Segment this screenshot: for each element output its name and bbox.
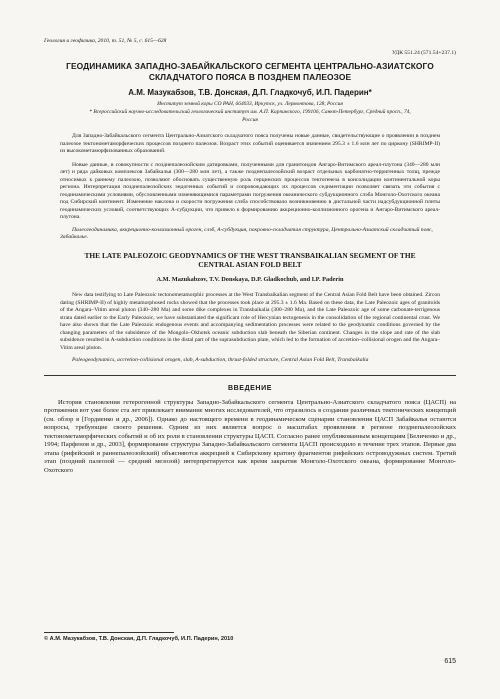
footer-rule: [44, 632, 174, 633]
title-english: THE LATE PALEOZOIC GEODYNAMICS OF THE WEST TRANSBAIKALIAN SEGMENT OF THE CENTRAL ASIAN FOLD BELT: [84, 250, 416, 269]
page-number: 615: [444, 658, 456, 665]
keywords-russian: Палеогеодинамика, аккреционно-коллизионный ороген, слэб, A-субдукция, покровно-складчатая структура, Центрально-Азиатский складчатый пояс, Забайкалье.: [60, 226, 433, 241]
abstract-russian-paragraph-2: Новые данные, в совокупности с позднепалеозойским датировками, полученными для гранитоидов Ангаро-Витимского ареал-плутона (340—280 млн лет) и ряда дайковых комплексов Забайкалья (300—280 млн лет), а также позднепалеозойский возраст отдельных карбонатно-терригенных толщ, прежде относимых к раннему палеозою, позволяют обосновать существенную роль герцинских процессов тектогенеза в консолидации континентальной коры региона. Интерпретация позднепалеозойских эндогенных событий и сопровождающих их процессов седиментации позволяет связать эти события с геодинамическими условиями, обусловленными изменяющимися параметрами погружения океанического субдукционного слэба Монголо-Охотского океана под Сибирский континент. Изменение наклона и скорости погружения слэба способствовало возникновению в дистальной части надсубдукционной плиты геодинамических условий, соответствующих A-субдукции, что привело к формированию аккреционно-коллизионного орогена и Ангаро-Витимского ареал-плутона.: [60, 161, 440, 221]
section-divider: [44, 375, 456, 376]
journal-reference: Геология и геофизика, 2010, т. 51, № 5, с. 615—628: [44, 38, 167, 44]
footer: [44, 632, 456, 642]
abstract-russian-paragraph-1: Для Западно-Забайкальского сегмента Центрально-Азиатского складчатого пояса получены новые данные, свидетельствующие о проявлении в позднем палеозое тектонометаморфических процессов позднего палеозоя. Возраст этих событий оценивается значением 295.3 ± 1.6 млн лет по циркону (SHRIMP-II) из высокометаморфизованных образований.: [60, 133, 440, 155]
introduction-text: История становления гетерогенной структуры Западно-Забайкальского сегмента Центрально-Азиатского складчатого пояса (ЦАСП) на протяжении вот уже более ста лет привлекает внимание многих исследователей, что отразилось в создании различных тектонических концепций (см. обзор в [Гордиенко и др., 2006]). Однако до настоящего времени в геодинамическом сценарии становления ЦАСП Забайкалья остаются вопросы, требующие своего решения. Одним из них является вопрос о масштабах проявления в регионе позднепалеозойских тектонометаморфических событий и об их роли в становлении структуры ЦАСП. Согласно ранее опубликованным концепциям [Беличенко и др., 1994; Парфенов и др., 2003], формирование структуры Западно-Забайкальского сегмента ЦАСП происходило в течение трех этапов. Первые два этапа (рифейский и раннепалеозойский) объясняются аккрецией к Сибирскому кратону фрагментов рифейских островодужных систем. Третий этап (поздний палеозой — средний мезозой) интерпретируется как время закрытия Монголо-Охотского океана, формирование Монголо-Охотского: [44, 398, 456, 474]
authors-english: A.M. Mazukabzov, T.V. Donskaya, D.P. Gladkochub, and I.P. Paderin: [156, 276, 344, 284]
authors-russian: А.М. Мазукабзов, Т.В. Донская, Д.П. Гладкочуб, И.П. Падерин*: [128, 88, 372, 97]
copyright-line: © А.М. Мазукабзов, Т.В. Донская, Д.П. Гладкочуб, И.П. Падерин, 2010: [44, 636, 234, 642]
affiliation-1: Институт земной коры СО РАН, 664033, Иркутск, ул. Лермонтова, 128, Россия: [157, 101, 343, 107]
title-russian: ГЕОДИНАМИКА ЗАПАДНО-ЗАБАЙКАЛЬСКОГО СЕГМЕНТА ЦЕНТРАЛЬНО-АЗИАТСКОГО СКЛАДЧАТОГО ПОЯСА В ПОЗДНЕМ ПАЛЕОЗОЕ: [66, 61, 434, 82]
abstract-english: New data testifying to Late Paleozoic tectonometamorphic processes at the West Transbaikalian segment of the Central Asian Fold Belt have been obtained. Zircon dating (SHRIMP-II) of highly metamorphosed rocks showed that the processes took place at 295.3 ± 1.6 Ma. Based on these data, the Late Paleozoic ages of granitoids of the Angara–Vitim areal pluton (340–280 Ma) and some dike complexes in Transbaikalia (300–280 Ma), and the Late Paleozoic age of some carbonate-terrigenous strata dated earlier to the Early Paleozoic, we have substantiated the significant role of Hercynian tectogenesis in the consolidation of the regional continental crust. We have also shown that the Late Paleozoic endogenous events and accompanying sedimentation processes were related to the geodynamic conditions governed by the changing parameters of the subsidence of the Mongolo–Okhotsk oceanic subduction slab beneath the Siberian continent. Changes in the slope and rate of the slab subsidence resulted in A-subduction conditions in the distal part of the suprasubduction plate, which led to the formation of accretion–collisional orogen and the Angara–Vitim areal pluton.: [60, 292, 440, 351]
affiliation-2: * Всероссийский научно-исследовательский геологический институт им. А.П. Карпинского, 199106, Санкт-Петербург, Средний просп., 74, Россия: [89, 109, 411, 123]
udk-code: УДК 551.24 (571.54+237.1): [392, 50, 456, 56]
keywords-english: Paleogeodynamics, accretion-collisional orogen, slab, A-subduction, thrust-folded structure, Central Asian Fold Belt, Transbaikalia: [72, 357, 369, 364]
section-heading-introduction: ВВЕДЕНИЕ: [228, 384, 272, 392]
